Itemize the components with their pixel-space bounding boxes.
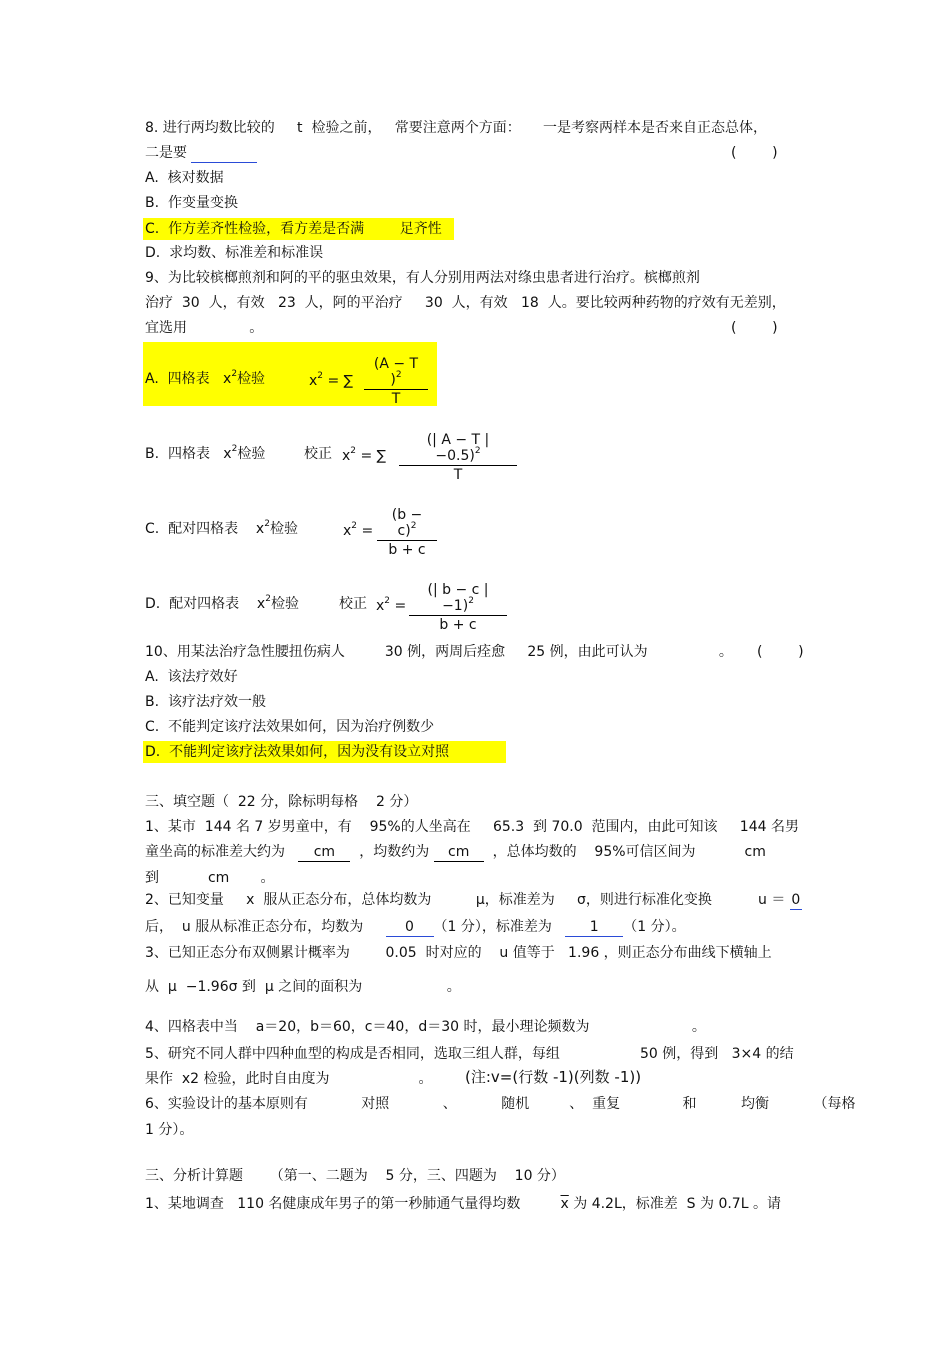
q9-d-text: D. 配对四格表 x [145,596,266,612]
q8-option-c-highlighted: C. 作方差齐性检验，看方差是否满 足齐性 [143,218,454,240]
q9-c-x-sup: 2 [351,521,358,531]
q9-a-text: A. 四格表 x [145,371,232,387]
fill5-note: (注:v=(行数 -1)(列数 -1)) [465,1068,642,1086]
q8-line2 [145,144,257,163]
q8-answer-blank [191,144,257,163]
q9-a-num-sup: 2 [395,370,402,380]
q9-a-denominator: T [391,391,401,407]
q9-b-sup: 2 [231,444,238,454]
q9-d-numerator [409,582,507,614]
q9-d-num-sup: 2 [468,596,474,606]
calc1-xbar: $\overline{x}$ [560,1196,569,1212]
q9-d-num-text: (| b − c | −1) [427,582,489,614]
q9-paren: ( ) [731,320,778,336]
fill4: 4、四格表中当 a＝20，b＝60，c＝40，d＝30 时，最小理论频数为 。 [145,1019,706,1035]
q8-line2-text: 二是要 [145,145,187,161]
q9-d-x: x [376,598,385,614]
q9-a-num-text: (A − T ) [373,356,419,388]
fill2-zero: 0 [791,892,801,908]
fill6-line2: 1 分）。 [145,1122,194,1138]
q9-line3: 宜选用 。 [145,320,264,336]
fill2-blank-mean: 0 [386,918,434,937]
q9-option-b-label [145,445,265,465]
q9-b-fraction [399,432,517,483]
q9-d-fraction [409,582,507,633]
q9-b-numerator [399,432,517,464]
q9-b-num-text: (| A − T | −0.5) [426,432,490,464]
fill1-text-a: 童坐高的标准差大约为 [145,844,285,860]
fill1-line2 [145,843,766,862]
fraction-bar [399,465,517,466]
q9-b-x: x [342,448,351,464]
q10-option-c: C. 不能判定该疗法效果如何，因为治疗例数少 [145,719,435,735]
fill1-blank2: cm [434,843,484,862]
q9-d-eq: = [394,598,407,614]
q10-option-d-highlighted: D. 不能判定该疗法效果如何，因为没有设立对照 [143,741,506,763]
q9-b-num-sup: 2 [474,446,481,456]
q9-c-numerator [377,507,437,539]
q9-d-correction: 校正 [339,596,367,612]
fill2-blank-sd: 1 [565,918,623,937]
fill2-u: u ＝ [758,892,786,908]
q9-c-text: C. 配对四格表 x [145,521,265,537]
calc1-text-a: 1、某地调查 110 名健康成年男子的第一秒肺通气量得均数 [145,1196,521,1212]
q9-option-a-label [145,370,265,390]
q10-line1: 10、用某法治疗急性腰扭伤病人 30 例，两周后痊愈 25 例，由此可认为 。 [145,644,733,660]
q9-d-sup: 2 [265,594,271,604]
q9-a-fraction [364,356,428,407]
q9-c-eq: = [361,523,374,539]
fill6-line1: 6、实验设计的基本原则有 对照 、 随机 、 重复 和 均衡 （每格 [145,1096,856,1112]
q9-b-correction: 校正 [304,446,332,462]
q9-d-lhs [376,597,406,617]
fraction-bar [364,389,428,390]
fill1-line1: 1、某市 144 名 7 岁男童中，有 95%的人坐高在 65.3 到 70.0 范围内，由此可知该 144 名男 [145,819,799,835]
q9-line2: 治疗 30 人，有效 23 人，阿的平治疗 30 人，有效 18 人。要比较两种药物的疗效有无差别， [145,295,786,311]
q9-a-eq: = ∑ [327,373,354,389]
q9-c-num-text: (b − c) [391,507,423,539]
section4-title: 三、分析计算题 （第一、二题为 5 分，三、四题为 10 分） [145,1168,565,1184]
q9-a-numerator [364,356,428,388]
fill2-text-c: （1 分）。 [623,919,686,935]
section3-title: 三、填空题（ 22 分，除标明每格 2 分） [145,794,418,810]
fill2-formula [758,891,802,910]
fill2-line1: 2、已知变量 x 服从正态分布，总体均数为 μ，标准差为 σ，则进行标准化变换 [145,892,712,908]
fraction-bar [409,615,507,616]
q9-b-lhs [342,447,386,467]
q10-option-a: A. 该法疗效好 [145,669,238,685]
q10-option-b: B. 该疗法疗效一般 [145,694,266,710]
q9-b-text: B. 四格表 x [145,446,232,462]
q9-c-num-sup: 2 [410,521,417,531]
q9-d-x-sup: 2 [384,596,391,606]
q9-a-x: x [309,373,318,389]
q9-b-eq: = ∑ [360,448,387,464]
fill3-line1: 3、已知正态分布双侧累计概率为 0.05 时对应的 u 值等于 1.96 ，则正态分布曲线下横轴上 [145,945,772,961]
fill1-line3: 到 cm 。 [145,870,275,886]
q9-b-x-sup: 2 [350,446,357,456]
q9-c-lhs [343,522,373,542]
q10-paren: ( ) [757,644,804,660]
q9-option-d-label [145,595,299,615]
fill2-text-b: （1 分），标准差为 [433,919,552,935]
q9-d-denominator: b + c [439,617,477,633]
q9-b-denominator: T [453,467,463,483]
q9-c-fraction [377,507,437,558]
fill2-line2 [145,918,686,937]
q9-a-x-sup: 2 [317,371,324,381]
fill1-text-c: ，总体均数的 95%可信区间为 cm [492,844,766,860]
calc1-text-b: 为 4.2L，标准差 S 为 0.7L 。请 [573,1196,781,1212]
calc1-line1 [145,1195,781,1213]
fill3-line2: 从 μ −1.96σ 到 μ 之间的面积为 。 [145,979,461,995]
q8-option-d: D. 求均数、标准差和标准误 [145,245,324,261]
q8-option-b: B. 作变量变换 [145,195,238,211]
q9-b-test: 检验 [237,446,266,462]
q8-line1: 8. 进行两均数比较的 t 检验之前， 常要注意两个方面： 一是考察两样本是否来自正态总体， [145,120,768,136]
q9-c-sup: 2 [264,519,270,529]
fraction-bar [377,540,437,541]
fill1-blank1: cm [298,843,350,862]
q8-option-a: A. 核对数据 [145,170,224,186]
q9-a-lhs [309,372,353,392]
fill5-line2: 果作 x2 检验，此时自由度为 。 [145,1071,433,1087]
q9-a-test: 检验 [237,371,266,387]
fill5-line1: 5、研究不同人群中四种血型的构成是否相同，选取三组人群，每组 50 例，得到 3×4 的结 [145,1046,794,1062]
q9-a-sup: 2 [231,369,238,379]
fill2-text-a: 后， u 服从标准正态分布，均数为 [145,919,364,935]
q9-d-test: 检验 [270,596,299,612]
q8-paren: ( ) [731,145,778,161]
q9-c-denominator: b + c [388,542,426,558]
q9-line1: 9、为比较槟榔煎剂和阿的平的驱虫效果，有人分别用两法对绦虫患者进行治疗。槟榔煎剂 [145,270,700,286]
q9-c-x: x [343,523,352,539]
q9-c-test: 检验 [269,521,298,537]
q9-option-c-label [145,520,298,540]
fill1-text-b: ，均数约为 [359,844,430,860]
